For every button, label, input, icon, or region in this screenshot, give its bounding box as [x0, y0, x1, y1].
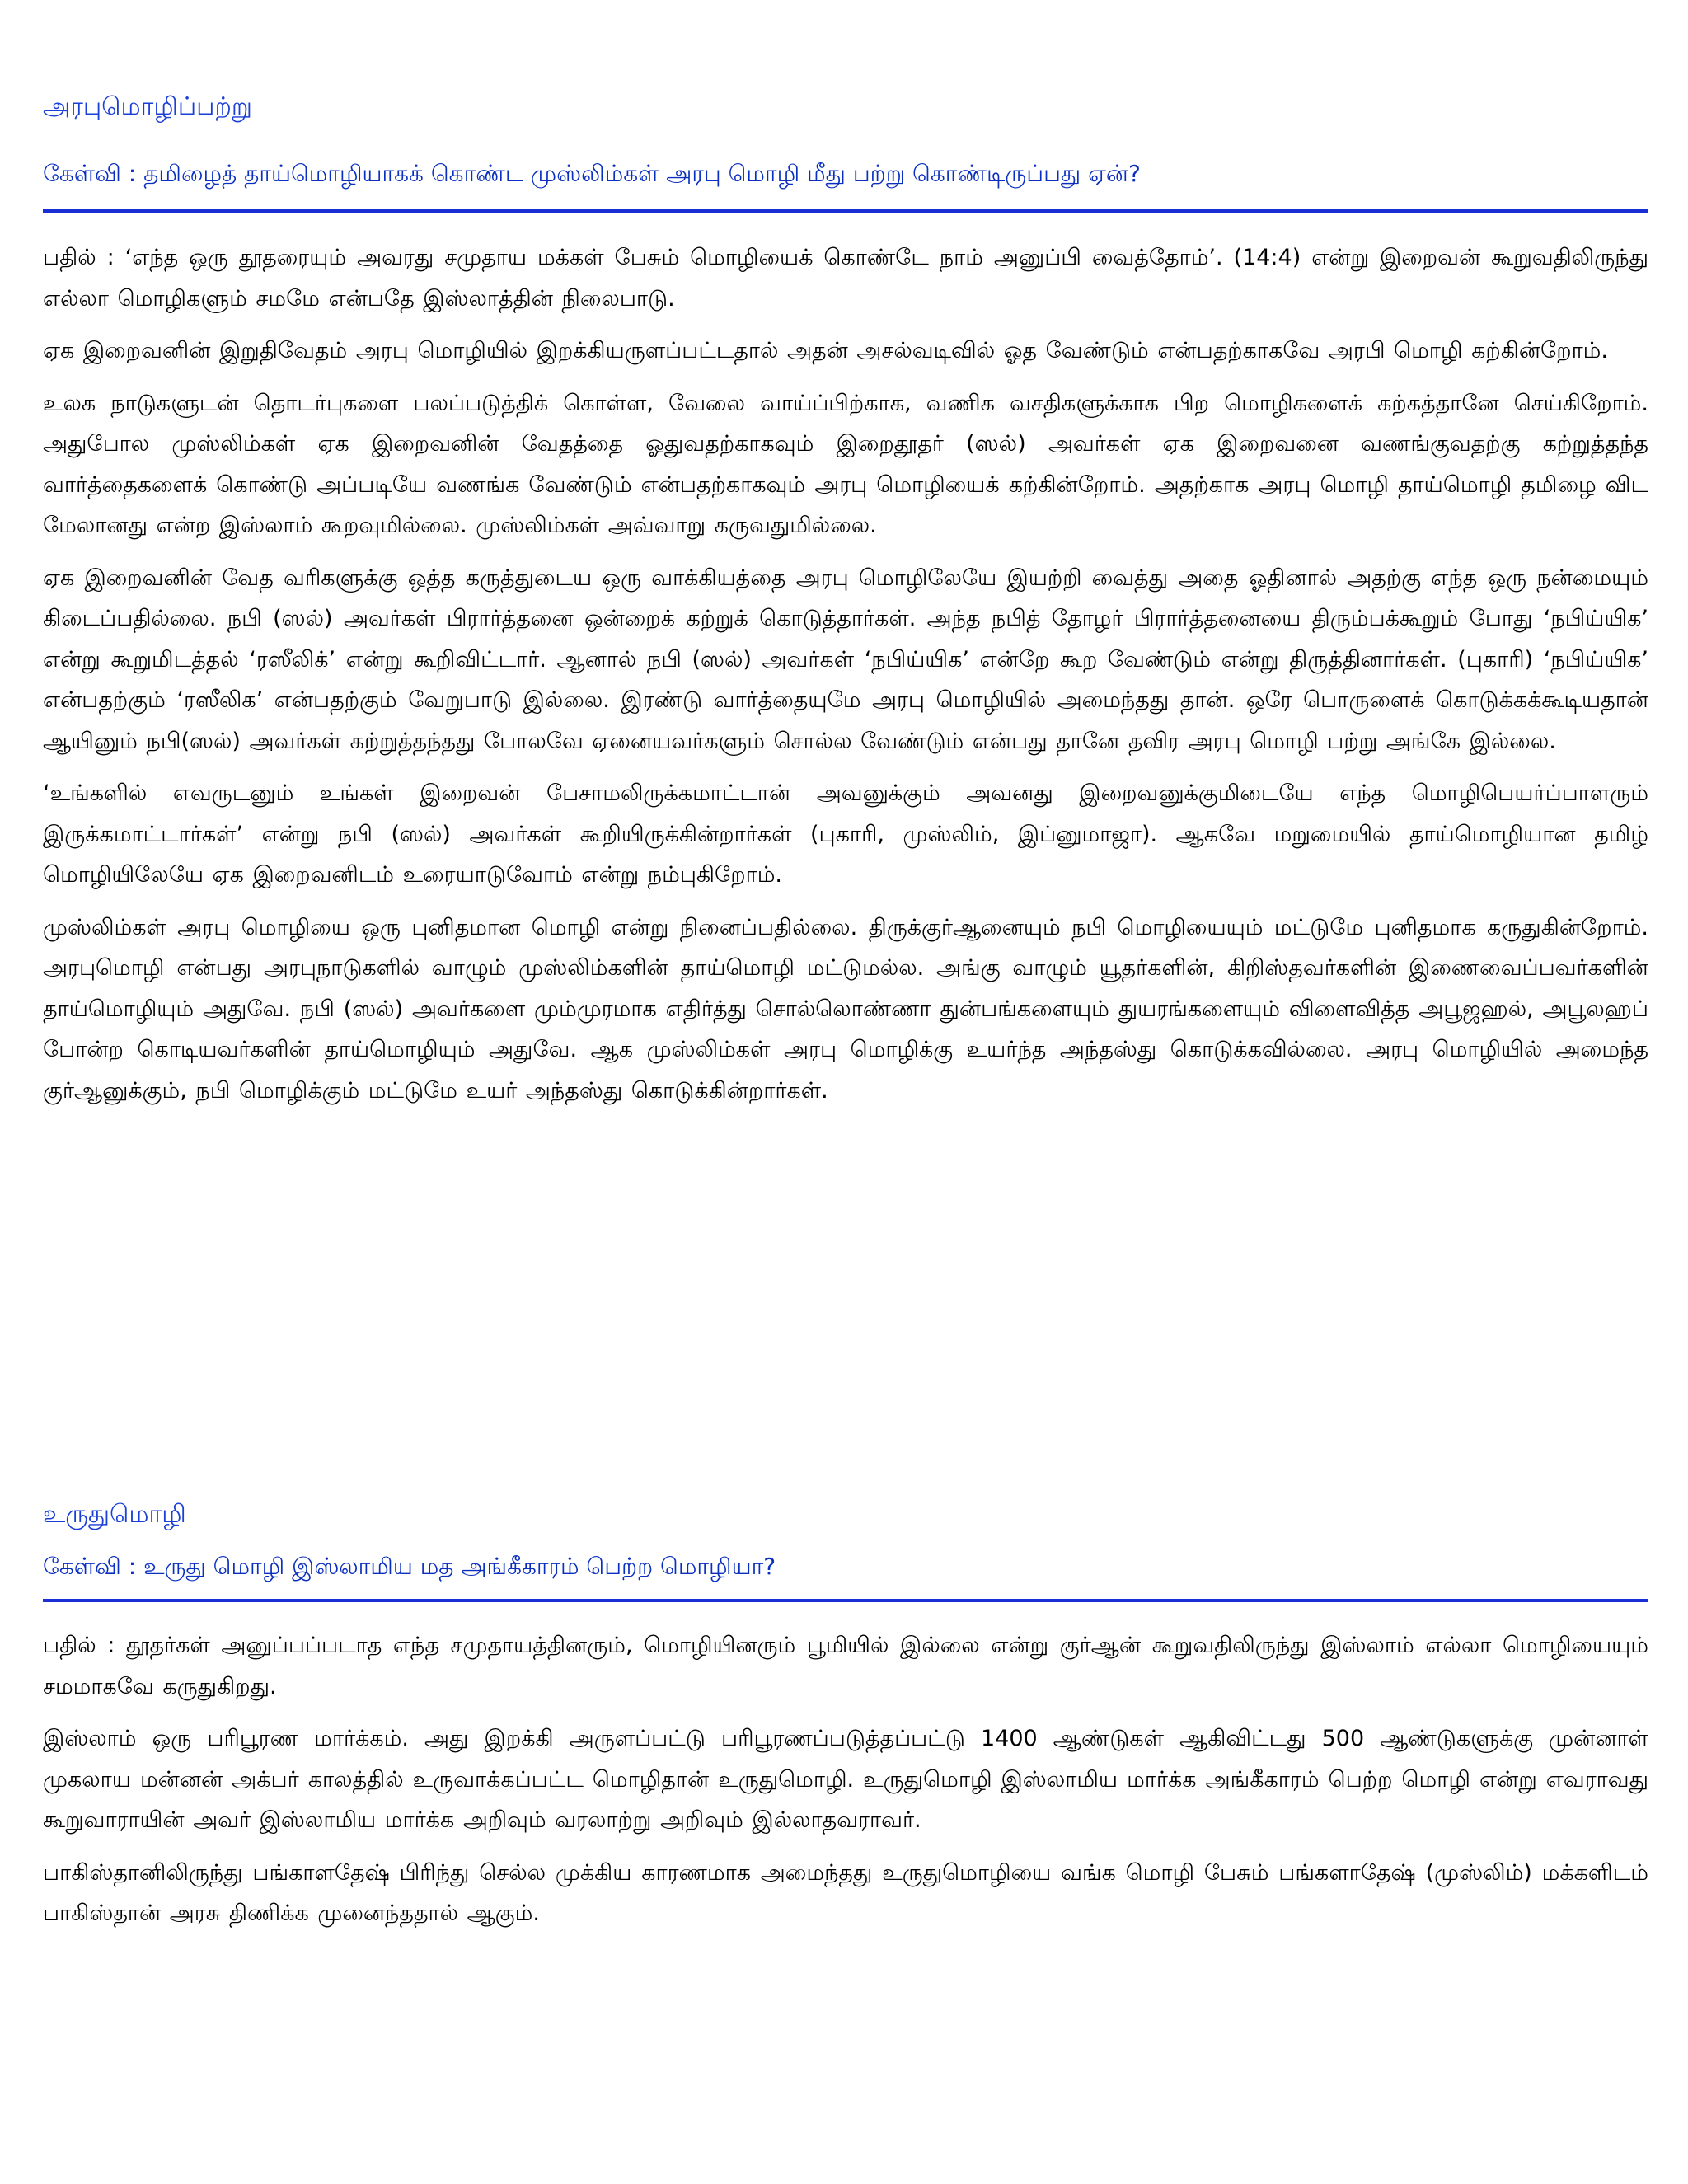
body-paragraph: இஸ்லாம் ஒரு பரிபூரண மார்க்கம். அது இறக்கி அருளப்பட்டு பரிபூரணப்படுத்தப்பட்டு 1400 ஆண்டுகள் ஆகிவிட்டது 500 ஆண்டுகளுக்கு முன்னாள் முகலாய மன்னன் அக்பர் காலத்தில் உருவாக்கப்பட்ட மொழிதான் உருதுமொழி. உருதுமொழி இஸ்லாமிய மார்க்க அங்கீகாரம் பெற்ற மொழி என்று எவராவது கூறுவாராயின் அவர் இஸ்லாமிய மார்க்க அறிவும் வரலாற்று அறிவும் இல்லாதவராவர். — [43, 1726, 1648, 1833]
section-urdu-language — [43, 1497, 1648, 1946]
body-paragraph: ஏக இறைவனின் இறுதிவேதம் அரபு மொழியில் இறக்கியருளப்பட்டதால் அதன் அசல்வடிவில் ஓத வேண்டும் என்பதற்காகவே அரபி மொழி கற்கின்றோம். — [43, 338, 1608, 363]
section-arabic-language — [43, 89, 1648, 1122]
answer-paragraph: பதில் : தூதர்கள் அனுப்பப்படாத எந்த சமுதாயத்தினரும், மொழியினரும் பூமியில் இல்லை என்று குர்ஆன் கூறுவதிலிருந்து இஸ்லாம் எல்லா மொழியையும் சமமாகவே கருதுகிறது. — [43, 1633, 1648, 1699]
section-title: உருதுமொழி — [43, 1500, 186, 1529]
section-divider — [43, 1599, 1648, 1602]
body-paragraph: உலக நாடுகளுடன் தொடர்புகளை பலப்படுத்திக் கொள்ள, வேலை வாய்ப்பிற்காக, வணிக வசதிகளுக்காக பிற மொழிகளைக் கற்கத்தானே செய்கிறோம். அதுபோல முஸ்லிம்கள் ஏக இறைவனின் வேதத்தை ஓதுவதற்காகவும் இறைதூதர் (ஸல்) அவர்கள் ஏக இறைவனை வணங்குவதற்கு கற்றுத்தந்த வார்த்தைகளைக் கொண்டு அப்படியே வணங்க வேண்டும் என்பதற்காகவும் அரபு மொழியைக் கற்கின்றோம். அதற்காக அரபு மொழி தாய்மொழி தமிழை விட மேலானது என்ற இஸ்லாம் கூறவுமில்லை. முஸ்லிம்கள் அவ்வாறு கருவதுமில்லை. — [43, 390, 1648, 538]
body-paragraph: ‘உங்களில் எவருடனும் உங்கள் இறைவன் பேசாமலிருக்கமாட்டான் அவனுக்கும் அவனது இறைவனுக்குமிடையே எந்த மொழிபெயர்ப்பாளரும் இருக்கமாட்டார்கள்’ என்று நபி (ஸல்) அவர்கள் கூறியிருக்கின்றார்கள் (புகாரி, முஸ்லிம், இப்னுமாஜா). ஆகவே மறுமையில் தாய்மொழியான தமிழ் மொழியிலேயே ஏக இறைவனிடம் உரையாடுவோம் என்று நம்புகிறோம். — [43, 780, 1648, 888]
question: கேள்வி : உருது மொழி இஸ்லாமிய மத அங்கீகாரம் பெற்ற மொழியா? — [43, 1553, 776, 1580]
section-title: அரபுமொழிப்பற்று — [43, 92, 253, 121]
body-paragraph: பாகிஸ்தானிலிருந்து பங்காளதேஷ் பிரிந்து செல்ல முக்கிய காரணமாக அமைந்தது உருதுமொழியை வங்க மொழி பேசும் பங்களாதேஷ் (முஸ்லிம்) மக்களிடம் பாகிஸ்தான் அரசு திணிக்க முனைந்ததால் ஆகும். — [43, 1859, 1648, 1926]
section-divider — [43, 209, 1648, 213]
body-paragraph: முஸ்லிம்கள் அரபு மொழியை ஒரு புனிதமான மொழி என்று நினைப்பதில்லை. திருக்குர்ஆனையும் நபி மொழியையும் மட்டுமே புனிதமாக கருதுகின்றோம். அரபுமொழி என்பது அரபுநாடுகளில் வாழும் முஸ்லிம்களின் தாய்மொழி மட்டுமல்ல. அங்கு வாழும் யூதர்களின், கிறிஸ்தவர்களின் இணைவைப்பவர்களின் தாய்மொழியும் அதுவே. நபி (ஸல்) அவர்களை மும்முரமாக எதிர்த்து சொல்லொண்ணா துன்பங்களையும் துயரங்களையும் விளைவித்த அபூஜஹல், அபூலஹப் போன்ற கொடியவர்களின் தாய்மொழியும் அதுவே. ஆக முஸ்லிம்கள் அரபு மொழிக்கு உயர்ந்த அந்தஸ்து கொடுக்கவில்லை. அரபு மொழியில் அமைந்த குர்ஆனுக்கும், நபி மொழிக்கும் மட்டுமே உயர் அந்தஸ்து கொடுக்கின்றார்கள். — [43, 914, 1648, 1104]
answer-paragraph: பதில் : ‘எந்த ஒரு தூதரையும் அவரது சமுதாய மக்கள் பேசும் மொழியைக் கொண்டே நாம் அனுப்பி வைத்தோம்’. (14:4) என்று இறைவன் கூறுவதிலிருந்து எல்லா மொழிகளும் சமமே என்பதே இஸ்லாத்தின் நிலைபாடு. — [43, 245, 1648, 312]
body-paragraph: ஏக இறைவனின் வேத வரிகளுக்கு ஒத்த கருத்துடைய ஒரு வாக்கியத்தை அரபு மொழிலேயே இயற்றி வைத்து அதை ஓதினால் அதற்கு எந்த ஒரு நன்மையும் கிடைப்பதில்லை. நபி (ஸல்) அவர்கள் பிரார்த்தனை ஒன்றைக் கற்றுக் கொடுத்தார்கள். அந்த நபித் தோழர் பிரார்த்தனையை திரும்பக்கூறும் போது ‘நபிய்யிக’ என்று கூறுமிடத்தல் ‘ரஸீலிக்’ என்று கூறிவிட்டார். ஆனால் நபி (ஸல்) அவர்கள் ‘நபிய்யிக’ என்றே கூற வேண்டும் என்று திருத்தினார்கள். (புகாரி) ‘நபிய்யிக’ என்பதற்கும் ‘ரஸீலிக’ என்பதற்கும் வேறுபாடு இல்லை. இரண்டு வார்த்தையுமே அரபு மொழியில் அமைந்தது தான். ஒரே பொருளைக் கொடுக்கக்கூடியதான் ஆயினும் நபி(ஸல்) அவர்கள் கற்றுத்தந்தது போலவே ஏனையவர்களும் சொல்ல வேண்டும் என்பது தானே தவிர அரபு மொழி பற்று அங்கே இல்லை. — [43, 565, 1648, 754]
question: கேள்வி : தமிழைத் தாய்மொழியாகக் கொண்ட முஸ்லிம்கள் அரபு மொழி மீது பற்று கொண்டிருப்பது ஏன்? — [43, 160, 1141, 187]
